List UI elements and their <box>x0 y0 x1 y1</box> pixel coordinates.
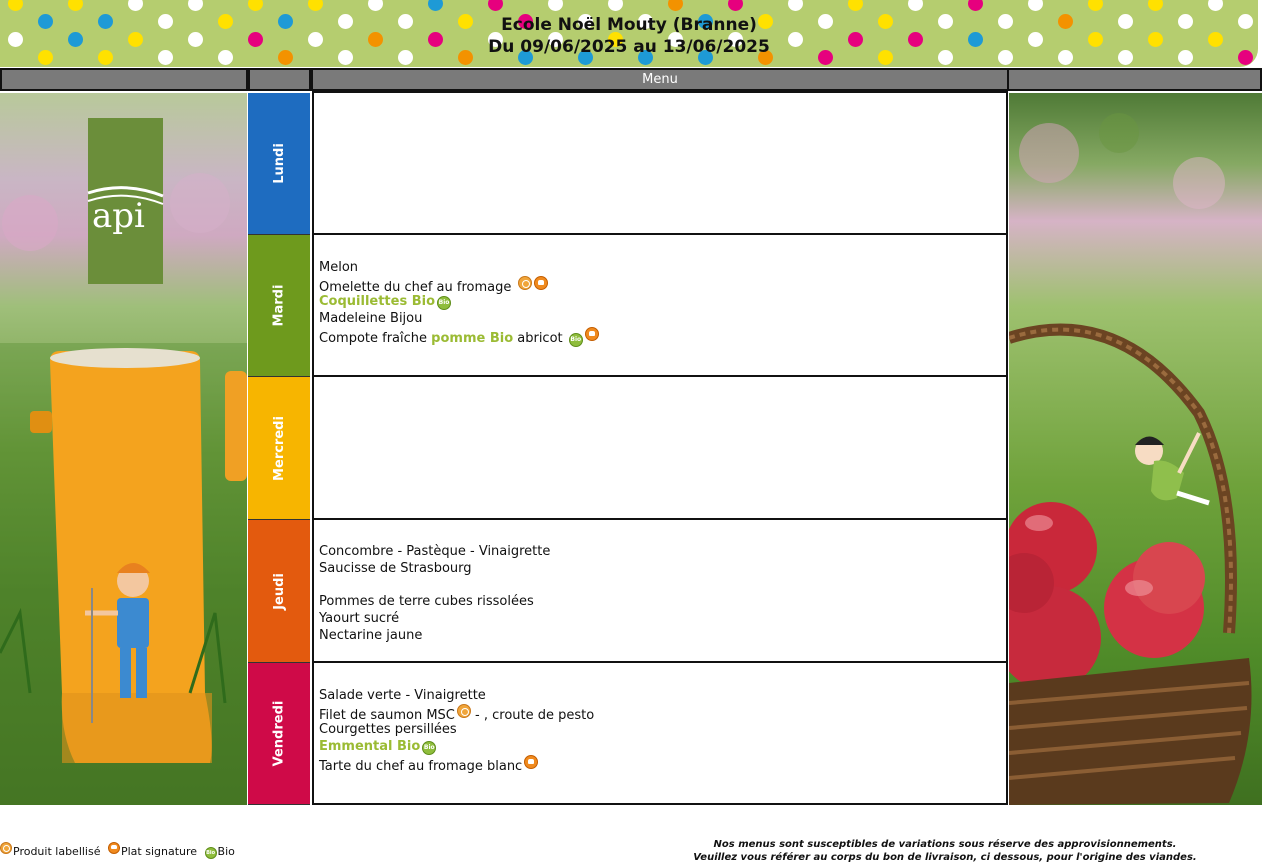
polka-dot <box>428 0 443 11</box>
polka-dot <box>1088 0 1103 11</box>
bio-icon: Bio <box>205 847 217 859</box>
footer-note-line1: Nos menus sont susceptibles de variations sous réserve des approvisionnements. <box>713 839 1177 850</box>
header-cell-left <box>0 68 248 91</box>
menu-item <box>319 687 594 704</box>
menu-cell-mercredi <box>312 375 1008 520</box>
menu-item <box>319 627 550 644</box>
menu-item <box>319 560 550 577</box>
legend-signature: Plat signature <box>120 845 198 858</box>
menu-item <box>319 610 550 627</box>
signature-dish-icon <box>524 755 538 769</box>
footer-note-line2: Veuillez vous référer au corps du bon de livraison, ci dessous, pour l'origine des viandes. <box>693 852 1197 863</box>
legend-bio: Bio <box>217 845 235 858</box>
polka-dot <box>188 0 203 11</box>
menu-cell-vendredi <box>312 661 1008 805</box>
menu-item <box>319 593 550 610</box>
header-cell-right <box>1007 68 1262 91</box>
signature-dish-icon <box>534 276 548 290</box>
polka-dot <box>1028 0 1043 11</box>
day-label-lundi: Lundi <box>248 93 310 235</box>
legend-label: Produit labellisé <box>13 845 101 858</box>
menu-cell-mardi <box>312 233 1008 377</box>
menu-item <box>319 327 599 344</box>
polka-dot <box>1208 0 1223 11</box>
menu-item <box>319 577 550 593</box>
menu-item <box>319 310 599 327</box>
polka-dot <box>308 0 323 11</box>
bio-dish-text: Emmental Bio <box>319 739 421 754</box>
dish-text: Salade verte - Vinaigrette <box>319 688 486 703</box>
bio-icon: Bio <box>422 741 436 755</box>
polka-dot <box>488 0 503 11</box>
menu-period: Du 09/06/2025 au 13/06/2025 <box>488 37 770 57</box>
menu-item <box>319 721 594 738</box>
signature-dish-icon <box>108 842 120 854</box>
dish-text: Saucisse de Strasbourg <box>319 561 472 576</box>
menu-cell-lundi <box>312 91 1008 235</box>
apples <box>1009 502 1205 690</box>
polka-dot <box>728 0 743 11</box>
day-label-vendredi: Vendredi <box>248 663 310 805</box>
dish-text: Tarte du chef au fromage blanc <box>319 759 523 774</box>
dish-text: abricot <box>513 331 567 346</box>
bio-dish-text: Coquillettes Bio <box>319 294 436 309</box>
bio-icon: Bio <box>569 333 583 347</box>
label-product-icon <box>518 276 532 290</box>
menu-item <box>319 259 599 276</box>
polka-dot <box>908 0 923 11</box>
menu-item <box>319 276 599 293</box>
polka-dot <box>668 0 683 11</box>
dish-text: Courgettes persillées <box>319 722 457 737</box>
polka-dot <box>968 0 983 11</box>
dish-text: Melon <box>319 260 359 275</box>
polka-dot <box>248 0 263 11</box>
polka-dot <box>68 0 83 11</box>
dish-text: Yaourt sucré <box>319 611 400 626</box>
bio-icon: Bio <box>437 296 451 310</box>
dish-text: Omelette du chef au fromage <box>319 280 516 295</box>
menu-item <box>319 755 594 772</box>
school-title: Ecole Noël Mouty (Branne) <box>501 15 757 35</box>
menu-item <box>319 293 599 310</box>
polka-dot <box>848 0 863 11</box>
dish-text: Concombre - Pastèque - Vinaigrette <box>319 544 551 559</box>
bio-dish-text: pomme Bio <box>431 331 514 346</box>
polka-dot <box>548 0 563 11</box>
day-label-jeudi: Jeudi <box>248 520 310 663</box>
child-climber-illustration <box>1135 433 1209 503</box>
header-cell-menu: Menu <box>311 68 1009 91</box>
polka-dot <box>368 0 383 11</box>
day-label-mercredi: Mercredi <box>248 377 310 520</box>
menu-item <box>319 543 550 560</box>
polka-dot <box>8 0 23 11</box>
header-banner <box>0 0 1258 67</box>
dish-text: Filet de saumon MSC <box>319 708 455 723</box>
polka-dot <box>788 0 803 11</box>
dish-text: Compote fraîche <box>319 331 432 346</box>
day-label-mardi: Mardi <box>248 235 310 377</box>
dish-text: Pommes de terre cubes rissolées <box>319 594 534 609</box>
api-logo-text: api <box>92 196 145 236</box>
dish-text: - , croute de pesto <box>470 708 595 723</box>
menu-item <box>319 704 594 721</box>
dish-text: Nectarine jaune <box>319 628 423 643</box>
signature-dish-icon <box>585 327 599 341</box>
menu-item <box>319 738 594 755</box>
polka-dot <box>1148 0 1163 11</box>
apple-basket-illustration <box>1009 93 1262 805</box>
apple-basket-photo <box>1009 93 1262 805</box>
boot-photo <box>0 93 247 805</box>
dish-text: Madeleine Bijou <box>319 311 423 326</box>
label-product-icon <box>0 842 12 854</box>
polka-dot <box>608 0 623 11</box>
polka-dot <box>128 0 143 11</box>
label-product-icon <box>457 704 471 718</box>
menu-cell-jeudi <box>312 518 1008 663</box>
icon-legend <box>0 842 235 859</box>
header-cell-day <box>248 68 311 91</box>
